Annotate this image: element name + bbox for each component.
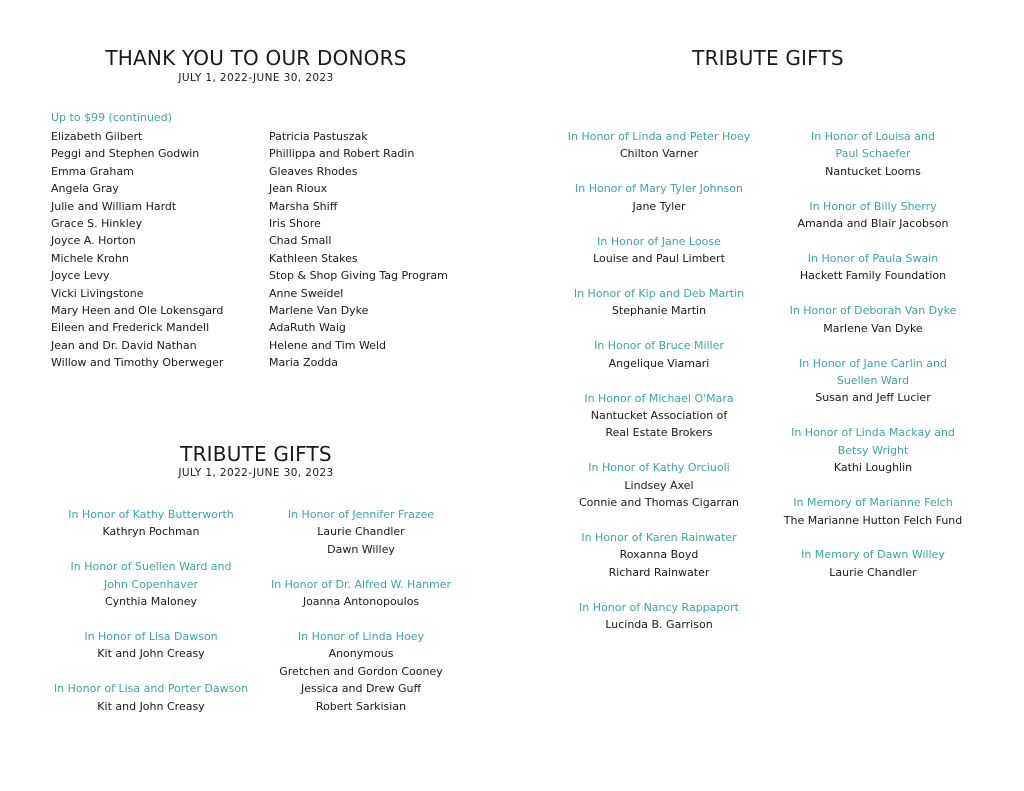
donor-name: Michele Krohn [51, 251, 129, 265]
tribute-donor: Louise and Paul Limbert [593, 252, 725, 266]
tribute-honoree: In Memory of Dawn Willey [801, 548, 945, 562]
tribute-honoree: In Honor of Lisa Dawson [84, 630, 218, 644]
tribute-entry [568, 390, 751, 442]
donor-name: Patricia Pastuszak [269, 130, 368, 143]
tribute-honoree: In Honor of Linda and Peter Hoey [567, 130, 751, 143]
donor-name: Julie and William Hardt [51, 199, 177, 213]
donor-name: Eileen and Frederick Mandell [51, 321, 210, 335]
tribute-honoree: In Honor of Suellen Ward and [70, 560, 232, 574]
tribute-donor: Angelique Viamari [608, 356, 710, 370]
donor-name: Vicki Livingstone [51, 286, 144, 300]
tribute-donor: Robert Sarkisian [315, 699, 407, 713]
tribute-honoree: In Honor of Paula Swain [807, 252, 939, 266]
donor-name: Helene and Tim Weld [269, 338, 386, 352]
tribute-entry [568, 180, 751, 215]
donor-name: Joyce A. Horton [51, 234, 136, 248]
donor-name: Phillippa and Robert Radin [269, 147, 415, 161]
donor-list-column-2 [269, 128, 448, 372]
tribute-entry [784, 546, 963, 581]
donor-name: Anne Sweidel [269, 286, 344, 300]
tribute-entry [568, 529, 751, 581]
tribute-entry [271, 506, 451, 558]
giving-level-label: Up to $99 (continued) [51, 111, 172, 124]
tribute-honoree: In Honor of Bruce Miller [594, 339, 724, 353]
tribute-entry [784, 355, 963, 407]
tribute-entry [568, 233, 751, 268]
tribute-entry [568, 459, 751, 511]
donor-name: Mary Heen and Ole Lokensgard [51, 304, 224, 318]
tribute-entry [784, 302, 963, 337]
tribute-honoree: In Honor of Lisa and Porter Dawson [53, 682, 249, 696]
tribute-donor: Roxanna Boyd [619, 548, 699, 562]
tribute-donor: Nantucket Association of [590, 408, 728, 422]
tribute-donor: Laurie Chandler [317, 525, 405, 539]
donor-name: Peggi and Stephen Godwin [51, 147, 200, 161]
tribute-column-right-1 [568, 128, 751, 651]
tribute-honoree: Suellen Ward [836, 374, 910, 388]
tribute-honoree: In Honor of Nancy Rappaport [579, 600, 739, 614]
donor-name: Joyce Levy [51, 269, 110, 283]
donor-name: Angela Gray [51, 182, 119, 196]
tribute-subtitle-left: JULY 1, 2022-JUNE 30, 2023 [178, 467, 334, 479]
donor-name: Kathleen Stakes [269, 251, 358, 265]
tribute-column-left-1 [54, 506, 248, 733]
donor-name: Stop & Shop Giving Tag Program [269, 269, 448, 283]
tribute-donor: Connie and Thomas Cigarran [579, 496, 739, 510]
tribute-donor: Nantucket Looms [825, 164, 921, 178]
tribute-honoree: In Honor of Deborah Van Dyke [789, 304, 957, 318]
tribute-honoree: In Memory of Marianne Felch [793, 496, 953, 510]
tribute-donor: Kathi Loughlin [833, 461, 913, 475]
tribute-honoree: Paul Schaefer [835, 147, 911, 161]
tribute-entry [54, 680, 248, 715]
tribute-entry [54, 506, 248, 541]
tribute-honoree: In Honor of Kathy Orciuoli [588, 461, 730, 475]
donor-name: Chad Small [269, 234, 332, 248]
tribute-honoree: In Honor of Louisa and [811, 130, 935, 143]
tribute-donor: Lucinda B. Garrison [605, 618, 713, 632]
tribute-donor: The Marianne Hutton Felch Fund [783, 513, 963, 527]
donor-name: Marlene Van Dyke [269, 304, 369, 318]
tribute-entry [271, 576, 451, 611]
donor-name: Marsha Shiff [269, 199, 338, 213]
donor-name: Gleaves Rhodes [269, 164, 358, 178]
tribute-title-right: TRIBUTE GIFTS [692, 46, 844, 70]
donors-title: THANK YOU TO OUR DONORS [105, 46, 407, 70]
tribute-column-left-2 [271, 506, 451, 733]
tribute-donor: Real Estate Brokers [605, 426, 713, 440]
tribute-honoree: In Honor of Kathy Butterworth [68, 508, 234, 521]
tribute-donor: Stephanie Martin [611, 304, 707, 318]
tribute-honoree: In Honor of Michael O'Mara [584, 391, 734, 405]
donor-name: Grace S. Hinkley [51, 217, 143, 231]
tribute-entry [568, 285, 751, 320]
donor-name: Iris Shore [269, 217, 321, 231]
tribute-entry [784, 198, 963, 233]
tribute-donor: Lindsey Axel [624, 478, 694, 492]
tribute-donor: Gretchen and Gordon Cooney [279, 664, 443, 678]
tribute-donor: Joanna Antonopoulos [302, 595, 420, 609]
tribute-donor: Marlene Van Dyke [823, 321, 923, 335]
tribute-entry [568, 128, 751, 163]
tribute-donor: Dawn Willey [327, 542, 395, 556]
tribute-donor: Jessica and Drew Guff [300, 682, 422, 696]
tribute-entry [568, 599, 751, 634]
tribute-donor: Chilton Varner [619, 147, 699, 161]
tribute-honoree: In Honor of Linda Mackay and [791, 426, 955, 440]
tribute-honoree: In Honor of Mary Tyler Johnson [574, 182, 743, 196]
tribute-honoree: In Honor of Linda Hoey [297, 630, 425, 644]
tribute-entry [54, 558, 248, 610]
donor-name: AdaRuth Waig [269, 321, 346, 335]
tribute-donor: Laurie Chandler [829, 565, 917, 579]
tribute-entry [784, 128, 963, 180]
tribute-honoree: John Copenhaver [103, 577, 199, 591]
donors-subtitle: JULY 1, 2022-JUNE 30, 2023 [178, 72, 334, 84]
tribute-donor: Hackett Family Foundation [799, 269, 947, 283]
tribute-honoree: Betsy Wright [837, 443, 909, 457]
tribute-donor: Kit and John Creasy [97, 647, 205, 661]
tribute-column-right-2 [784, 128, 963, 599]
tribute-honoree: In Honor of Jane Carlin and [799, 356, 947, 370]
tribute-donor: Kit and John Creasy [97, 699, 205, 713]
donor-name: Jean and Dr. David Nathan [51, 338, 197, 352]
donor-name: Jean Rioux [269, 182, 328, 196]
tribute-honoree: In Honor of Kip and Deb Martin [573, 286, 745, 300]
tribute-honoree: In Honor of Billy Sherry [809, 199, 937, 213]
tribute-donor: Anonymous [328, 647, 394, 661]
tribute-honoree: In Honor of Jane Loose [597, 234, 721, 248]
tribute-donor: Richard Rainwater [608, 565, 710, 579]
tribute-entry [784, 250, 963, 285]
tribute-donor: Kathryn Pochman [102, 525, 200, 539]
donor-name: Elizabeth Gilbert [51, 130, 143, 143]
tribute-honoree: In Honor of Dr. Alfred W. Hanmer [270, 577, 452, 591]
donor-name: Emma Graham [51, 164, 134, 178]
tribute-honoree: In Honor of Karen Rainwater [581, 531, 737, 544]
tribute-entry [568, 337, 751, 372]
tribute-honoree: In Honor of Jennifer Frazee [287, 508, 435, 521]
donor-name: Maria Zodda [269, 356, 339, 370]
tribute-donor: Amanda and Blair Jacobson [797, 217, 949, 231]
tribute-entry [784, 424, 963, 476]
tribute-entry [54, 628, 248, 663]
tribute-entry [784, 494, 963, 529]
tribute-entry [271, 628, 451, 715]
donor-list-column-1 [51, 128, 223, 372]
tribute-donor: Susan and Jeff Lucier [815, 391, 931, 405]
donor-name: Willow and Timothy Oberweger [51, 356, 224, 370]
tribute-donor: Jane Tyler [632, 199, 686, 213]
tribute-title-left: TRIBUTE GIFTS [180, 442, 332, 466]
tribute-donor: Cynthia Maloney [104, 595, 197, 609]
